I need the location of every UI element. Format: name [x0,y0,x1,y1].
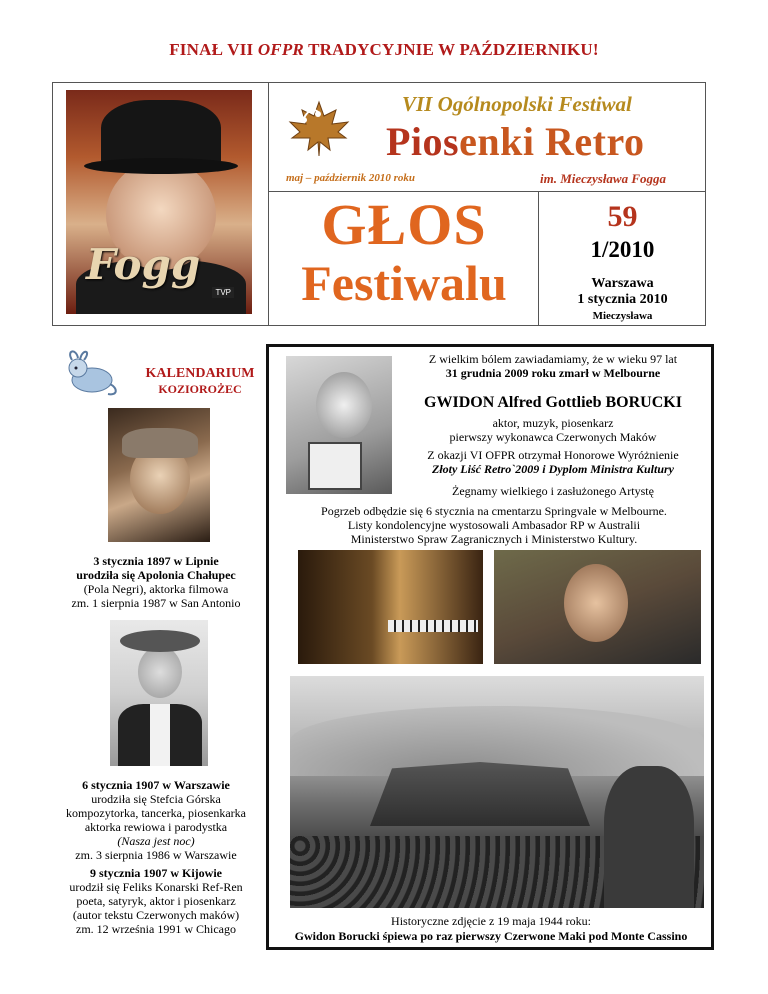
calendar-entry-line: zm. 1 sierpnia 1987 w San Antonio [71,596,241,610]
calendar-entry-line: (Pola Negri), aktorka filmowa [83,582,229,596]
top-banner-post: TRADYCYJNIE W PAŹDZIERNIKU! [303,40,599,59]
calendar-entry-konarski [52,866,260,936]
calendar-entry-line: zm. 12 września 1991 w Chicago [76,922,236,936]
funeral-line: Ministerstwo Spraw Zagranicznych i Ministerstwo Kultury. [350,532,638,546]
death-notice [400,352,706,380]
borucki-smiling-photo [494,550,701,664]
masthead-festiwalu: Festiwalu [301,255,507,311]
calendar-entry-line: zm. 3 sierpnia 1986 w Warszawie [75,848,237,862]
festival-patron: im. Mieczysława Fogga [540,171,667,186]
borucki-name: GWIDON Alfred Gottlieb BORUCKI [424,394,682,411]
header-divider-vertical [268,82,269,326]
farewell-line: Żegnamy wielkiego i zasłużonego Artystę [452,484,654,498]
funeral-line: Listy kondolencyjne wystosowali Ambasador RP w Australii [347,518,641,532]
issue-year: 1/2010 [590,237,655,262]
top-banner-title [0,40,768,60]
dvd-badge: TVP [212,287,234,298]
calendar-entry-line: poeta, satyryk, aktor i piosenkarz [76,894,236,908]
calendar-entry-gorska [52,778,260,862]
calendar-entry-line: urodziła się Apolonia Chałupec [76,568,236,582]
monte-cassino-historic-photo [290,676,704,908]
pola-negri-photo [108,408,210,542]
issue-city: Warszawa [591,276,654,291]
masthead-glos: GŁOS [321,192,487,257]
calendar-entry-line: (autor tekstu Czerwonych maków) [72,908,240,922]
top-banner-italic: OFPR [257,40,304,59]
issue-place-date [539,276,706,308]
capricorn-zodiac-icon [58,346,122,400]
calendar-entry-line: (Nasza jest noc) [117,834,195,848]
calendar-entry-line: urodziła się Stefcia Górska [91,792,221,806]
calendar-entry-line: 3 stycznia 1897 w Lipnie [93,554,219,568]
funeral-line: Pogrzeb odbędzie się 6 stycznia na cmentarzu Springvale w Melbourne. [321,504,667,518]
calendar-title: KALENDARIUM [145,366,255,381]
maple-leaf-icon [284,98,354,158]
award-line: Złoty Liść Retro`2009 i Dyplom Ministra Kultury [431,462,674,476]
caption-line: Historyczne zdjęcie z 19 maja 1944 roku: [391,914,591,928]
dvd-logo-text: Fogg [86,240,201,289]
historic-photo-caption [276,914,706,944]
issue-date: 1 stycznia 2010 [577,292,668,307]
calendar-entry-negri [52,554,260,610]
roles-line: pierwszy wykonawca Czerwonych Maków [449,430,657,444]
calendar-subtitle: KOZIOROŻEC [158,382,242,396]
festival-name-line2-b: enki Retro [459,119,645,164]
issue-number: 59 [607,200,638,233]
borucki-portrait-photo [286,356,392,494]
calendar-entry-line: urodził się Feliks Konarski Ref-Ren [69,880,243,894]
borucki-piano-photo [298,550,483,664]
stefcia-gorska-photo [110,620,208,766]
issue-nameday: Mieczysława [592,310,653,322]
borucki-award [400,448,706,476]
funeral-info [290,504,698,546]
calendar-entry-line: kompozytorka, tancerka, piosenkarka [66,806,246,820]
roles-line: aktor, muzyk, piosenkarz [492,416,614,430]
death-notice-line: Z wielkim bólem zawiadamiamy, że w wieku 97 lat [428,352,678,366]
fogg-dvd-cover-image [66,90,252,314]
festival-name-line2-a: Pios [386,119,460,164]
festival-dates: maj – październik 2010 roku [286,172,415,184]
death-notice-line: 31 grudnia 2009 roku zmarł w Melbourne [445,366,661,380]
calendar-entry-line: aktorka rewiowa i parodystka [84,820,228,834]
festival-name-line1: VII Ogólnopolski Festiwal [402,92,632,116]
borucki-roles [400,416,706,444]
festival-name-line2 [386,118,644,165]
top-banner-pre: FINAŁ VII [169,40,258,59]
calendar-entry-line: 6 stycznia 1907 w Warszawie [82,778,230,792]
caption-line: Gwidon Borucki śpiewa po raz pierwszy Czerwone Maki pod Monte Cassino [294,929,688,943]
award-line: Z okazji VI OFPR otrzymał Honorowe Wyróżnienie [427,448,679,462]
calendar-entry-line: 9 stycznia 1907 w Kijowie [90,866,222,880]
